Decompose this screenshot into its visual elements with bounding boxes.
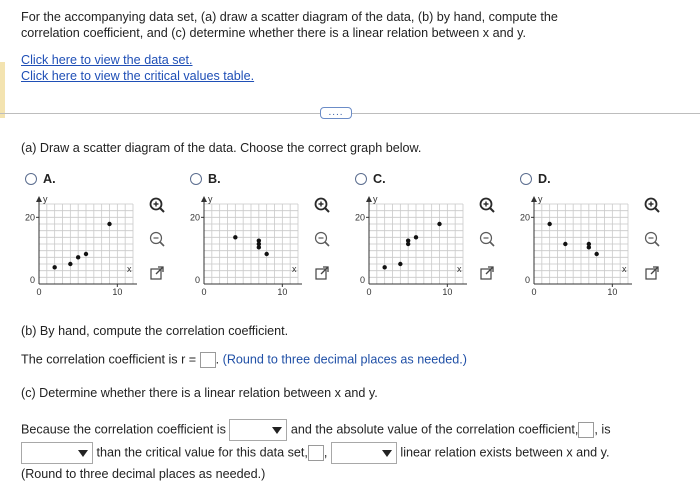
part-c-label: (c) Determine whether there is a linear relation between x and y. [21, 386, 378, 400]
part-c-text-5: linear relation exists between x and y. [400, 445, 610, 460]
comparison-dropdown[interactable] [21, 442, 93, 464]
dropdown-arrow-icon [272, 427, 282, 434]
option-a-tools [146, 196, 168, 282]
option-a-label: A. [43, 172, 56, 186]
option-a-radio[interactable] [25, 173, 37, 185]
data-point [68, 262, 72, 266]
zoom-in-icon[interactable] [148, 196, 166, 214]
option-d[interactable] [520, 172, 680, 307]
y-zero-label: 0 [29, 275, 35, 285]
part-c-text-1: Because the correlation coefficient is [21, 422, 226, 437]
question-line-1: For the accompanying data set, (a) draw a scatter diagram of the data, (b) by hand, compute the [21, 10, 558, 24]
option-a-header[interactable] [25, 172, 56, 186]
y-axis-arrow [201, 196, 207, 202]
external-link-icon[interactable] [313, 264, 331, 282]
left-accent-bar [0, 62, 5, 118]
x-axis-label: x [292, 264, 297, 274]
x-zero-label: 0 [201, 287, 207, 297]
zoom-out-icon[interactable] [643, 230, 661, 248]
y-axis-arrow [366, 196, 372, 202]
zoom-out-icon[interactable] [148, 230, 166, 248]
critical-value-input[interactable] [308, 445, 324, 461]
sign-dropdown[interactable] [229, 419, 287, 441]
option-d-tools [641, 196, 663, 282]
option-b-header[interactable] [190, 172, 221, 186]
zoom-in-icon[interactable] [478, 196, 496, 214]
x-axis-label: x [622, 264, 627, 274]
part-c-hint: (Round to three decimal places as needed.) [21, 467, 266, 481]
y-axis-label: y [208, 194, 213, 204]
data-point [587, 242, 591, 246]
dropdown-arrow-icon [382, 450, 392, 457]
y-tick-label: 20 [355, 212, 365, 223]
x-tick-label: 10 [112, 287, 123, 297]
absolute-value-input[interactable] [578, 422, 594, 438]
data-point [76, 255, 80, 259]
data-point [264, 252, 268, 256]
data-point [382, 265, 386, 269]
zoom-in-icon[interactable] [643, 196, 661, 214]
critical-values-link[interactable]: Click here to view the critical values table. [21, 69, 255, 83]
option-c-radio[interactable] [355, 173, 367, 185]
y-tick-label: 20 [520, 212, 530, 223]
part-b-answer-line: The correlation coefficient is r = . (Round to three decimal places as needed.) [21, 352, 467, 367]
data-point [437, 222, 441, 226]
option-d-graph [520, 192, 635, 304]
y-axis-label: y [43, 194, 48, 204]
option-d-label: D. [538, 172, 551, 186]
x-zero-label: 0 [366, 287, 372, 297]
y-axis-arrow [36, 196, 42, 202]
data-point [406, 242, 410, 246]
option-b-label: B. [208, 172, 221, 186]
part-b-hint: (Round to three decimal places as needed.) [222, 352, 467, 367]
part-b-label: (b) By hand, compute the correlation coefficient. [21, 324, 289, 338]
x-tick-label: 10 [607, 287, 618, 297]
option-c-header[interactable] [355, 172, 386, 186]
part-a-label: (a) Draw a scatter diagram of the data. Choose the correct graph below. [21, 141, 422, 155]
x-axis-label: x [127, 264, 132, 274]
part-c-line-1 [21, 419, 611, 441]
data-point [594, 252, 598, 256]
part-c-text-2: and the absolute value of the correlation coefficient, [290, 422, 579, 437]
option-b-graph [190, 192, 305, 304]
external-link-icon[interactable] [148, 264, 166, 282]
relation-dropdown[interactable] [331, 442, 397, 464]
dropdown-arrow-icon [78, 450, 88, 457]
data-point [257, 238, 261, 242]
y-zero-label: 0 [524, 275, 530, 285]
x-tick-label: 10 [277, 287, 288, 297]
option-a[interactable] [25, 172, 185, 307]
part-b-prefix: The correlation coefficient is r = [21, 352, 197, 367]
data-point [107, 222, 111, 226]
data-point [52, 265, 56, 269]
data-point [414, 235, 418, 239]
option-a-graph [25, 192, 140, 304]
x-axis-label: x [457, 264, 462, 274]
data-point [398, 262, 402, 266]
option-c-graph [355, 192, 470, 304]
part-c-text-3: , is [594, 422, 611, 437]
zoom-out-icon[interactable] [478, 230, 496, 248]
y-axis-label: y [373, 194, 378, 204]
zoom-in-icon[interactable] [313, 196, 331, 214]
zoom-out-icon[interactable] [313, 230, 331, 248]
external-link-icon[interactable] [643, 264, 661, 282]
option-c-label: C. [373, 172, 386, 186]
part-c-line-2: than the critical value for this data set, , linear relation exists between x and y. [21, 442, 610, 464]
option-d-header[interactable] [520, 172, 551, 186]
option-d-radio[interactable] [520, 173, 532, 185]
data-point [233, 235, 237, 239]
y-tick-label: 20 [25, 212, 35, 223]
data-point [84, 252, 88, 256]
x-zero-label: 0 [531, 287, 537, 297]
expand-more-button[interactable]: .... [320, 107, 352, 119]
x-zero-label: 0 [36, 287, 42, 297]
option-b[interactable] [190, 172, 350, 307]
question-line-2: correlation coefficient, and (c) determine whether there is a linear relation between x and y. [21, 26, 526, 40]
part-c-text-4: than the critical value for this data set, [96, 445, 308, 460]
y-axis-arrow [531, 196, 537, 202]
y-axis-label: y [538, 194, 543, 204]
option-b-tools [311, 196, 333, 282]
external-link-icon[interactable] [478, 264, 496, 282]
y-zero-label: 0 [194, 275, 200, 285]
data-set-link[interactable]: Click here to view the data set. [21, 53, 193, 67]
option-b-radio[interactable] [190, 173, 202, 185]
y-tick-label: 20 [190, 212, 200, 223]
data-point [563, 242, 567, 246]
data-point [547, 222, 551, 226]
y-zero-label: 0 [359, 275, 365, 285]
x-tick-label: 10 [442, 287, 453, 297]
option-c[interactable] [355, 172, 515, 307]
option-c-tools [476, 196, 498, 282]
question-text [21, 9, 681, 41]
correlation-coefficient-input[interactable] [200, 352, 216, 368]
